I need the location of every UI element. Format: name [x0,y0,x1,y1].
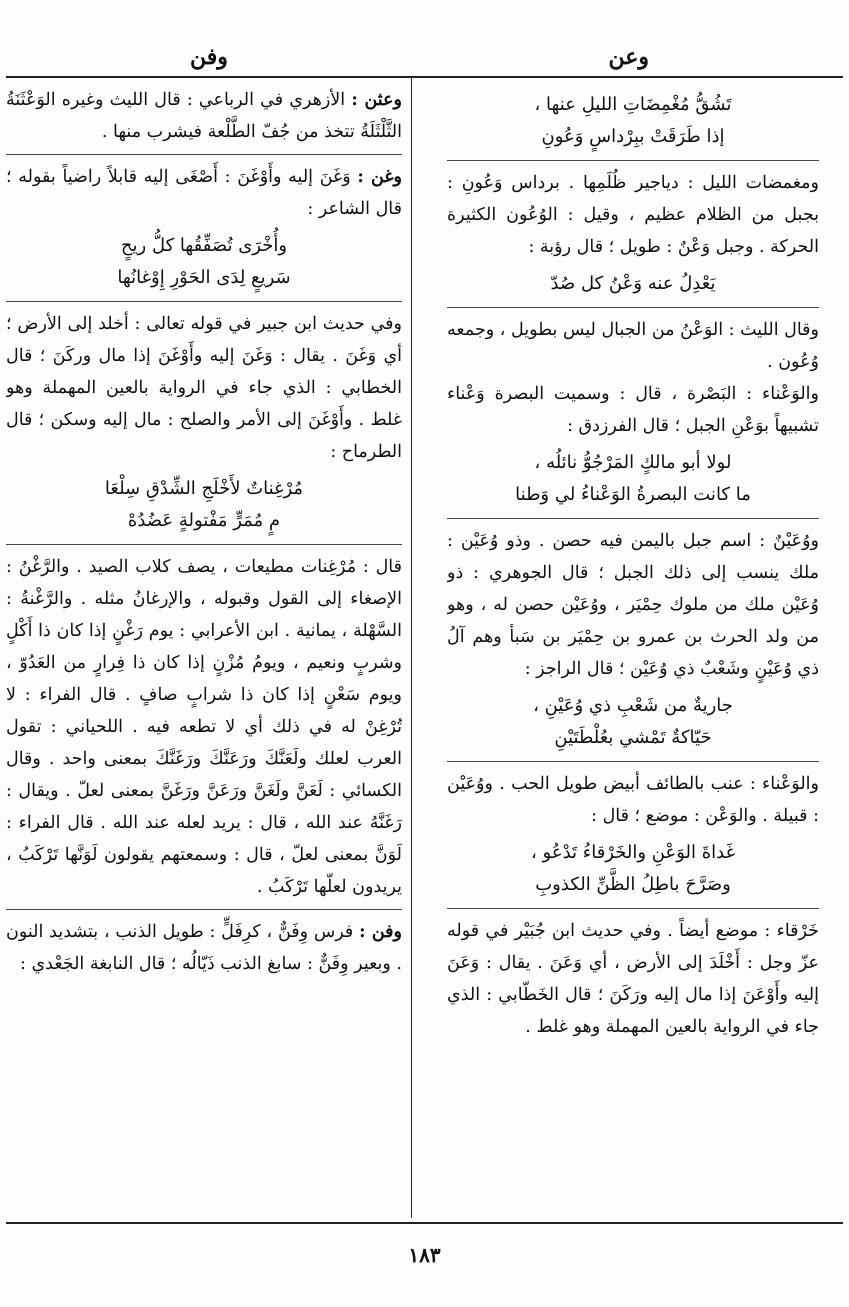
entry-wghn [6,161,402,225]
verse-line: سَريعٍ لِدَى الحَوْرِ إِوْغانُها [117,267,291,288]
verse-line: يَعْدِلُ عنه وَعْنُ كل صُدّ [550,273,716,294]
verse-line: وأُخْرَى تُصَفِّقُها كلُّ ريحٍ [120,235,288,256]
paragraph: ووُعَيْنٌ : اسم جبل باليمن فيه حصن . وذو وُعَيْن : ملك ينسب إلى ذلك الجبل ؛ قال الجوهري : ذو وُعَيْن ملك من ملوك حِمْيَر ، ووُعَيْن حصن له ، وهو من ولد الحرث بن عمرو بن حِمْيَر بن سَبأ وهم آلُ ذي وُعَيْنٍ وشَعْبٌ ذي وُعَيْن ؛ قال الراجز : [447,531,819,679]
verse-line: مٍ مُمَرٍّ مَفْتولةٍ عَضُدُهْ [127,510,281,531]
paragraph: ومغمضات الليل : دياجير ظُلَمِها . برداس وَعُونِ : بجبل من الظلام عظيم ، وقيل : الوُعُون الكثيرة الحركة . وجبل وَعْنٌ : طويل ؛ قال رؤبة : [447,173,819,257]
entry-wathn [6,84,402,148]
right-column [447,84,819,1218]
bottom-rule [6,1222,843,1224]
verse-line: تَشُقُّ مُغْمِضَاتِ الليلِ عنها ، [534,94,732,115]
separator [6,301,402,302]
verse-block [447,838,819,900]
entry-headword: وعثن : [351,90,402,110]
separator [447,307,819,308]
header-word-right: وعن [608,44,649,70]
top-rule [6,76,843,78]
paragraph: وفي حديث ابن جبير في قوله تعالى : أخلد إلى الأرض ؛ أي وَغَنَ . يقال : وَغَنَ إليه وأَوْغَنَ إذا مال وركَنَ ؛ قال الخطابي : الذي جاء في الرواية بالعين المهملة وهو غلط . وأَوْغَنَ إلى الأمر والصلح : مال إليه وسكن ؛ قال الطرماح : [6,314,402,462]
paragraph: وقال الليث : الوَعْنُ من الجبال ليس بطويل ، وجمعه وُعُون . [447,320,819,372]
paragraph: والوَعْناء : عنب بالطائف أبيض طويل الحب . ووُعَيْن : قبيلة . والوَعْن : موضع ؛ قال : [447,774,819,826]
separator [447,908,819,909]
verse-line: غَداةَ الوَعْنِ والخَرْقاءُ تَدْعُو ، [531,842,735,863]
verse-block [6,231,402,293]
verse-line: جاريةٌ من شَعْبِ ذي وُعَيْنِ ، [533,695,733,716]
verse-block [6,474,402,536]
verse-line: ما كانت البصرةُ الوَعْناءُ لي وَطنا [515,484,751,505]
separator [447,518,819,519]
entry-text: فرس وِفَنٌّ ، كرِفَلٍّ : طويل الذنب ، بتشديد النون . وبعير وِفَنٌّ : سابغ الذنب ذَيّالُه ؛ قال النابغة الجَعْدي : [6,922,402,974]
verse-line: حَيّاكةٌ تَمْشي بعُلْطَتَيْنِ [554,727,712,748]
separator [447,160,819,161]
paragraph: خَرْقاء : موضع أيضاً . وفي حديث ابن جُبَيْر في قوله عزّ وجل : أَخْلَدَ إلى الأرض ، أي وَعَنَ . يقال : وَعَنَ إليه وأَوْعَنَ إذا مال إليه ورَكَنَ ؛ قال الخَطّابي : الذي جاء في الرواية بالعين المهملة وهو غلط . [447,921,819,1037]
verse-block [447,691,819,753]
entry-text: الأزهري في الرباعي : قال الليث وغيره الوَعْثَنَةُ الثَّلْثَلَةُ تتخذ من جُفّ الطَّلْعة فيشرب منها . [6,90,402,142]
left-column [6,84,402,1218]
entry-wfn [6,916,402,980]
separator [6,909,402,910]
verse-line: وصَرَّحَ باطِلُ الظَّنِّ الكذوبِ [535,874,731,895]
paragraph: قال : مُرْغِنات مطيعات ، يصف كلاب الصيد . والرَّغْنُ : الإصغاء إلى القول وقبوله ، والإرغانُ مثله . والرَّغْنةُ : السَّهْلة ، يمانية . ابن الأعرابي : يوم رَغْنٍ إذا كان ذا أَكْلٍ وشربٍ ونعيم ، ويومُ مُزْنٍ إذا كان ذا فِرارٍ من العَدُوّ ، ويوم سَعْنٍ إذا كان ذا شرابٍ صافٍ . قال الفراء : لا تُرْغِنْ له في ذلك أي لا تطعه فيه . اللحياني : تقول العرب لعلك ولَعَنَّكَ ورَعَنَّكَ ورَغَنَّكَ بمعنى واحد . وقال الكسائي : لَعَنَّ ولَغَنَّ ورَعَنَّ ورَغَنَّ بمعنى لعلّ . ويقال : رَغَنَّهُ عند الله ، قال : يريد لعله عند الله . قال الفراء : لَوَنَّ بمعنى لعلّ ، قال : وسمعتهم يقولون لَوَنَّها تَرْكَبُ ، يريدون لعلّها تَرْكَبُ . [6,557,402,897]
paragraph: والوَعْناء : البَصْرة ، قال : وسميت البصرة وَعْناء تشبيهاً بوَعْنِ الجبل ؛ قال الفرزدق : [447,384,819,436]
separator [6,544,402,545]
column-divider [411,78,412,1218]
separator [447,761,819,762]
verse-line: لولا أبو مالكٍ المَرْجُوُّ نائلُه ، [534,452,732,473]
page-number: ١٨٣ [408,1243,441,1267]
header-word-left: وفن [190,44,228,70]
entry-headword: وفن : [359,922,402,942]
separator [6,154,402,155]
verse-block [447,90,819,152]
entry-headword: وغن : [357,167,402,187]
verse-block [447,448,819,510]
verse-line: مُرْغِناتٌ لأَخْلَجِ الشِّدْقِ سِلْعَا [104,478,304,499]
entry-text: وَغَنَ إليه وأَوْغَنَ : أَصْغَى إليه قابلاً راضياً بقوله ؛ قال الشاعر : [6,167,402,219]
verse-line: إذا طَرَقَتْ ببِرْداسٍ وَعُونِ [541,126,725,147]
verse-block [447,269,819,299]
